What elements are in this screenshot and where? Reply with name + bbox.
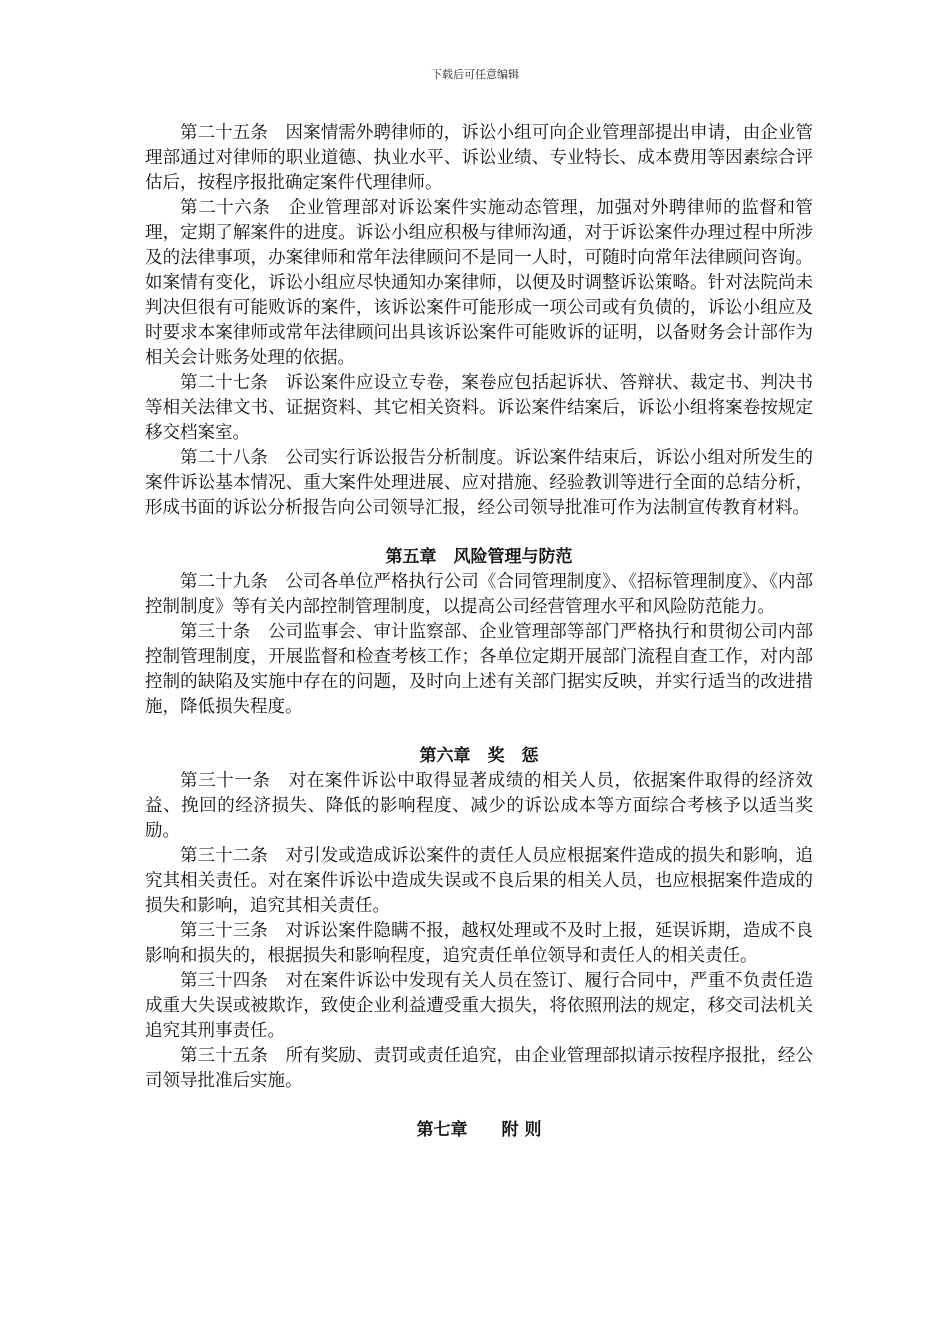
article-number: 第二十五条 <box>180 123 268 143</box>
article-paragraph <box>145 371 813 446</box>
article-text: 因案情需外聘律师的，诉讼小组可向企业管理部提出申请，由企业管理部通过对律师的职业道德、执业水平、诉讼业绩、专业特长、成本费用等因素综合评估后，按程序报批确定案件代理律师。 <box>145 123 814 193</box>
article-paragraph <box>145 446 813 521</box>
article-number: 第三十四条 <box>180 971 268 991</box>
article-text: 对在案件诉讼中取得显著成绩的相关人员，依据案件取得的经济效益、挽回的经济损失、降低的影响程度、减少的诉讼成本等方面综合考核予以适当奖励。 <box>145 771 814 841</box>
article-number: 第二十九条 <box>180 572 268 592</box>
article-paragraph <box>145 919 813 969</box>
article-text: 公司监事会、审计监察部、企业管理部等部门严格执行和贯彻公司内部控制管理制度，开展监督和检查考核工作；各单位定期开展部门流程自查工作，对内部控制的缺陷及实施中存在的问题，及时向上述有关部门据实反映，并实行适当的改进措施，降低损失程度。 <box>145 622 814 717</box>
article-text: 所有奖励、责罚或责任追究，由企业管理部拟请示按程序报批，经公司领导批准后实施。 <box>145 1046 814 1091</box>
article-paragraph <box>145 769 813 844</box>
article-number: 第二十八条 <box>180 448 268 468</box>
article-text: 对引发或造成诉讼案件的责任人员应根据案件造成的损失和影响，追究其相关责任。对在案件诉讼中造成失误或不良后果的相关人员，也应根据案件造成的损失和影响，追究其相关责任。 <box>145 846 814 916</box>
header-note: 下载后可任意编辑 <box>431 68 519 81</box>
article-paragraph <box>145 570 813 620</box>
article-text: 企业管理部对诉讼案件实施动态管理，加强对外聘律师的监督和管理，定期了解案件的进度。诉讼小组应积极与律师沟通，对于诉讼案件办理过程中所涉及的法律事项，办案律师和常年法律顾问不是同一人时，可随时向常年法律顾问咨询。如案情有变化，诉讼小组应尽快通知办案律师，以便及时调整诉讼策略。针对法院尚未判决但很有可能败诉的案件，该诉讼案件可能形成一项公司或有负债的，诉讼小组应及时要求本案律师或常年法律顾问出具该诉讼案件可能败诉的证明，以备财务会计部作为相关会计账务处理的依据。 <box>145 198 814 368</box>
article-text: 对诉讼案件隐瞒不报，越权处理或不及时上报，延误诉期，造成不良影响和损失的，根据损失和影响程度，追究责任单位领导和责任人的相关责任。 <box>145 921 814 966</box>
article-number: 第三十三条 <box>180 921 268 941</box>
document-body <box>145 121 813 1143</box>
article-number: 第二十七条 <box>180 373 268 393</box>
article-text: 公司实行诉讼报告分析制度。诉讼案件结束后，诉讼小组对所发生的案件诉讼基本情况、重大案件处理进展、应对措施、经验教训等进行全面的总结分析，形成书面的诉讼分析报告向公司领导汇报，经公司领导批准可作为法制宣传教育材料。 <box>145 448 814 518</box>
article-paragraph <box>145 1044 813 1094</box>
article-text: 公司各单位严格执行公司《合同管理制度》、《招标管理制度》、《内部控制制度》等有关内部控制管理制度，以提高公司经营管理水平和风险防范能力。 <box>145 572 814 617</box>
article-text: 对在案件诉讼中发现有关人员在签订、履行合同中，严重不负责任造成重大失误或被欺诈，致使企业利益遭受重大损失，将依照刑法的规定，移交司法机关追究其刑事责任。 <box>145 971 814 1041</box>
chapter-heading: 第六章 奖 惩 <box>419 746 539 766</box>
article-number: 第三十二条 <box>180 846 268 866</box>
article-number: 第三十一条 <box>180 771 271 791</box>
chapter-heading: 第七章 附 则 <box>416 1120 542 1140</box>
article-paragraph <box>145 969 813 1044</box>
article-number: 第二十六条 <box>180 198 271 218</box>
article-text: 诉讼案件应设立专卷，案卷应包括起诉状、答辩状、裁定书、判决书等相关法律文书、证据资料、其它相关资料。诉讼案件结案后，诉讼小组将案卷按规定移交档案室。 <box>145 373 814 443</box>
article-paragraph <box>145 844 813 919</box>
article-paragraph <box>145 121 813 196</box>
chapter-heading: 第五章 风险管理与防范 <box>385 547 573 567</box>
article-paragraph <box>145 196 813 371</box>
article-number: 第三十条 <box>180 622 251 642</box>
article-paragraph <box>145 620 813 720</box>
article-number: 第三十五条 <box>180 1046 268 1066</box>
